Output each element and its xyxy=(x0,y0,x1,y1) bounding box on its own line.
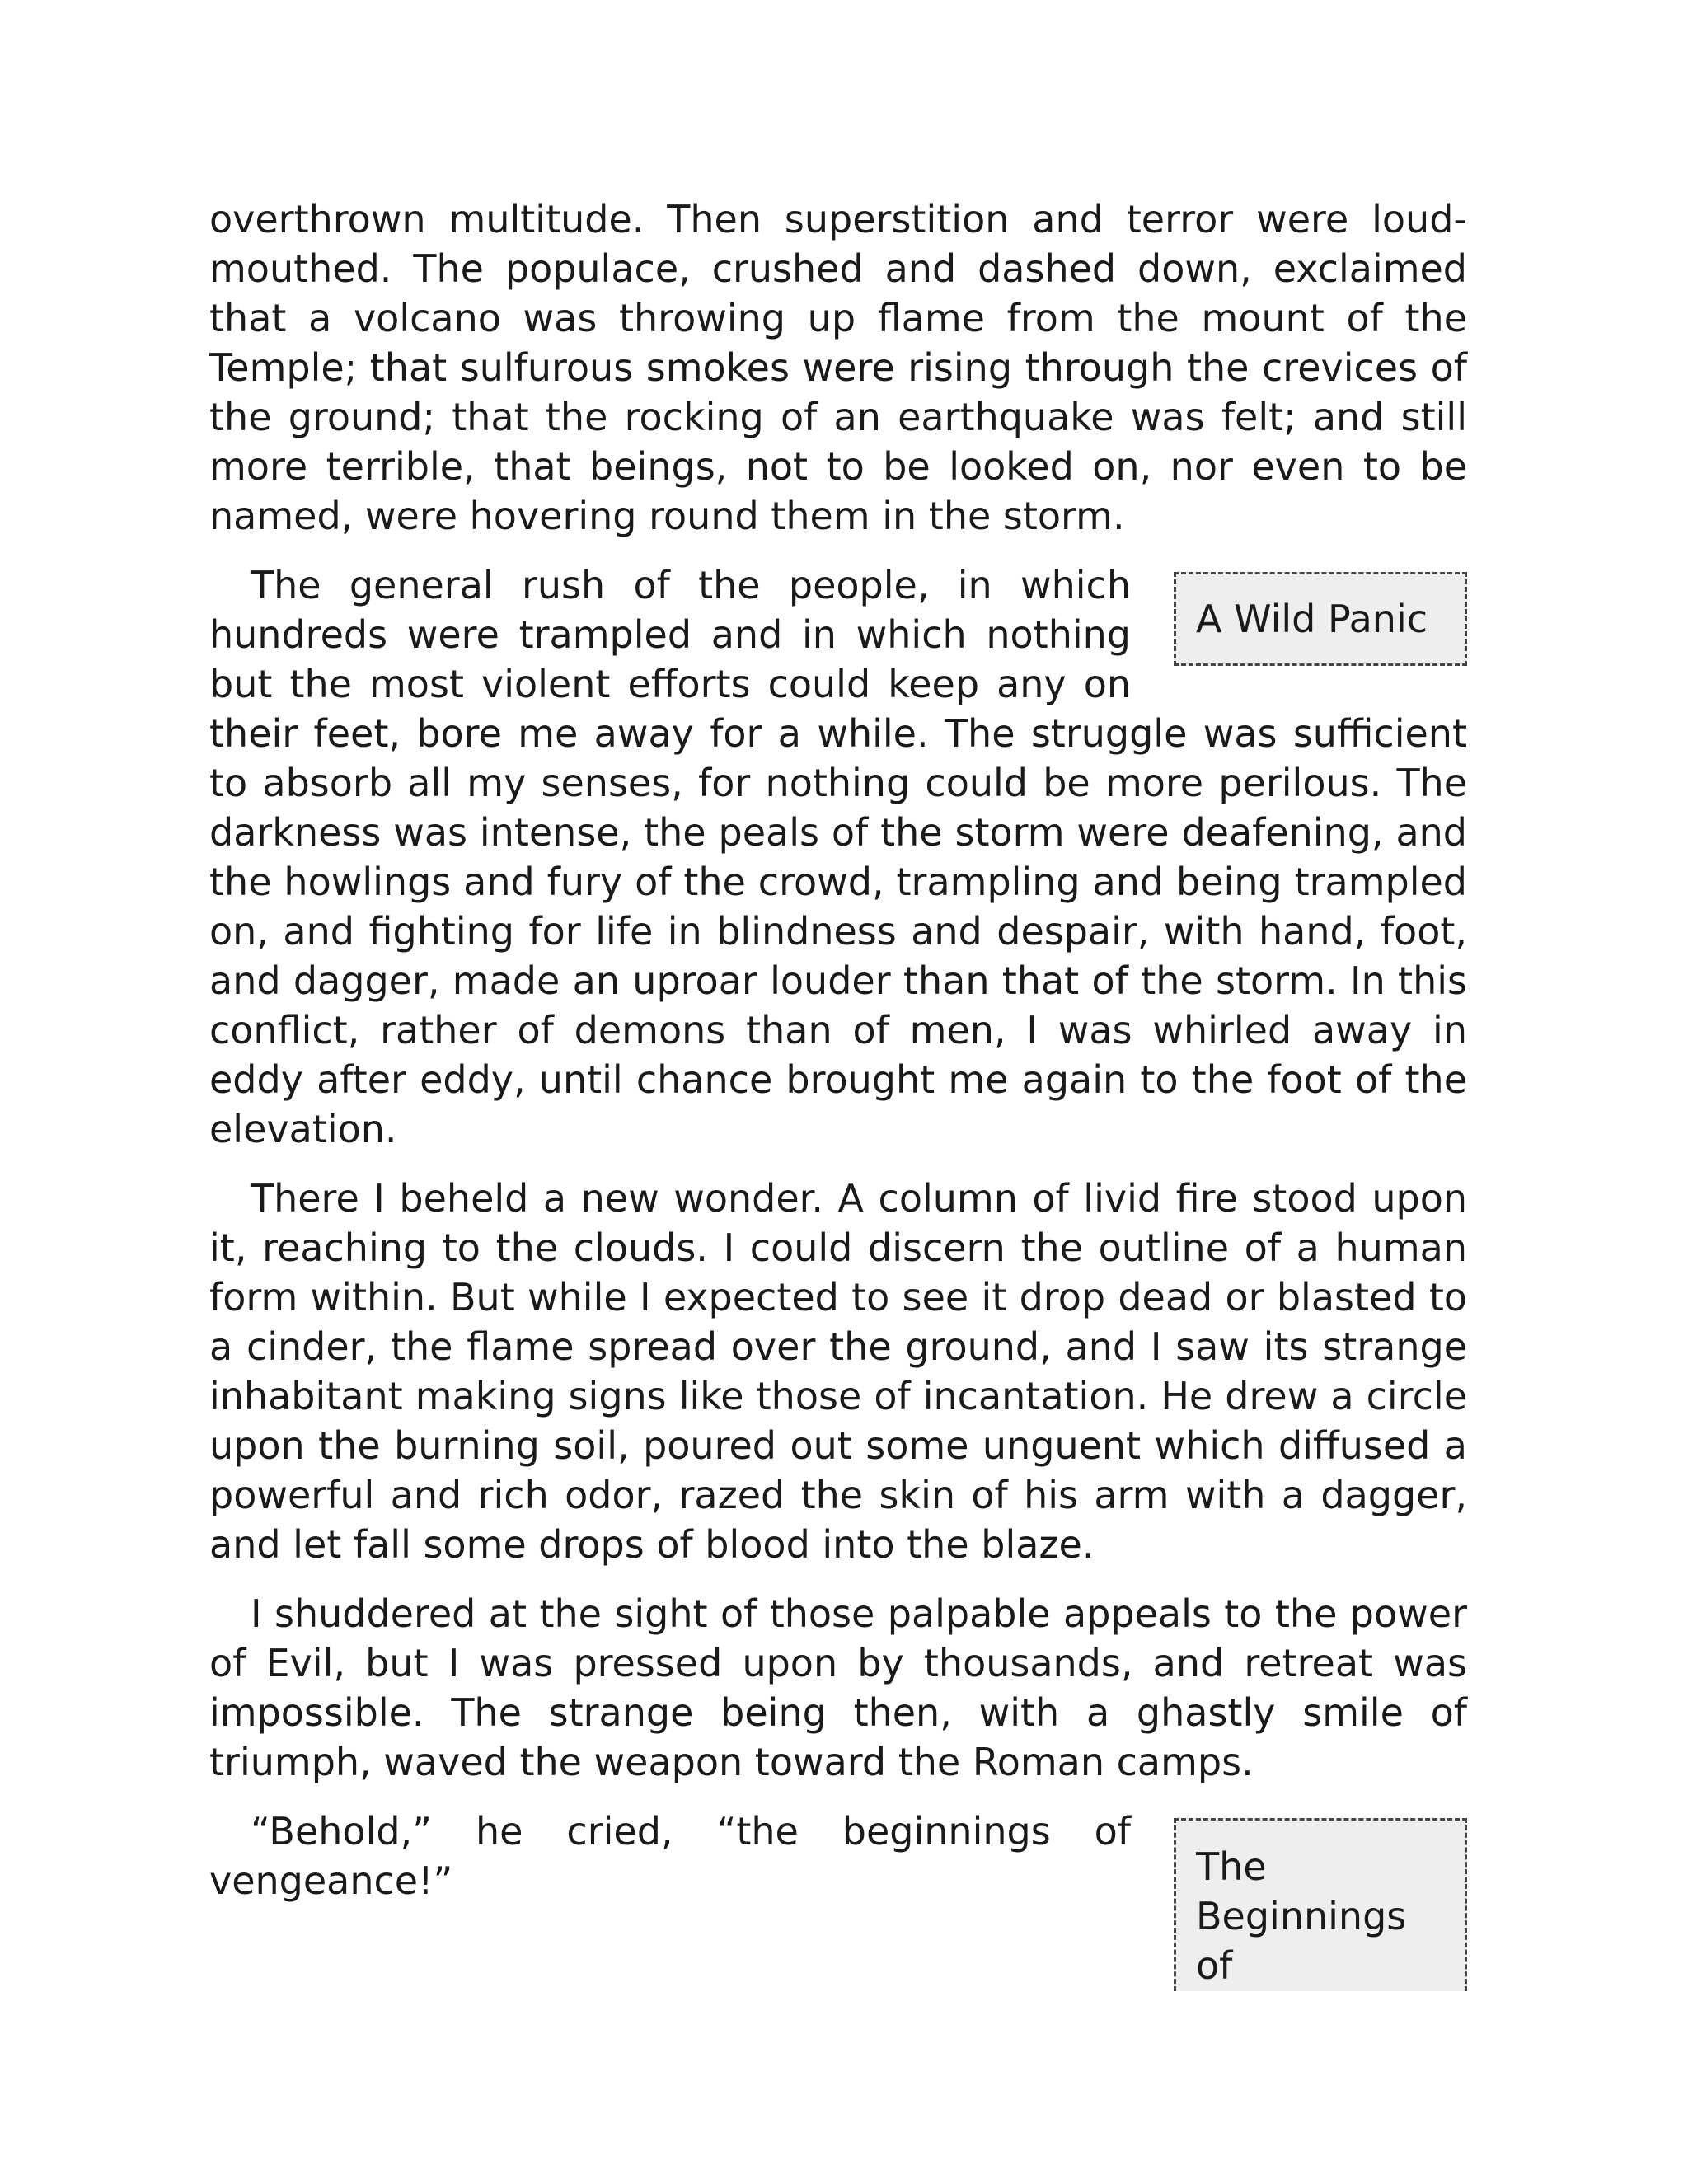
text-column xyxy=(209,194,1467,1994)
paragraph-with-sidenote xyxy=(209,1807,1467,1988)
paragraph-text: The general rush of the people, in which hundreds were trampled and in which nothing but the most violent efforts could keep any on their feet, bore me away for a while. The struggle was sufficient to absorb all my senses, for nothing could be more perilous. The darkness was intense, the peals of the storm were deafening, and the howlings and fury of the crowd, trampling and being trampled on, and fighting for life in blindness and despair, with hand, foot, and dagger, made an uproar louder than that of the storm. In this conflict, rather of demons than of men, I was whirled away in eddy after eddy, until chance brought me again to the foot of the elevation. xyxy=(209,563,1467,1151)
paragraph: overthrown multitude. Then superstition and terror were loud-mouthed. The populace, crushed and dashed down, exclaimed that a volcano was throwing up flame from the mount of the Temple; that sulfurous smokes were rising through the crevices of the ground; that the rocking of an earthquake was felt; and still more terrible, that beings, not to be looked on, nor even to be named, were hovering round them in the storm. xyxy=(209,197,1467,538)
paragraph-text: “Behold,” he cried, “the beginnings of vengeance!” xyxy=(209,1809,1131,1903)
sidenote-wild-panic: A Wild Panic xyxy=(1174,572,1467,666)
sidenote-beginnings: The Beginnings of xyxy=(1174,1818,1467,1991)
paragraph: There I beheld a new wonder. A column of livid fire stood upon it, reaching to the clouds. I could discern the outline of a human form within. But while I expected to see it drop dead or blasted to a cinder, the flame spread over the ground, and I saw its strange inhabitant making signs like those of incantation. He drew a circle upon the burning soil, poured out some unguent which diffused a powerful and rich odor, razed the skin of his arm with a dagger, and let fall some drops of blood into the blaze. xyxy=(209,1176,1467,1567)
paragraph-with-sidenote xyxy=(209,560,1467,1154)
paragraph: I shuddered at the sight of those palpable appeals to the power of Evil, but I was pressed upon by thousands, and retreat was impossible. The strange being then, with a ghastly smile of triumph, waved the weapon toward the Roman camps. xyxy=(209,1591,1467,1784)
